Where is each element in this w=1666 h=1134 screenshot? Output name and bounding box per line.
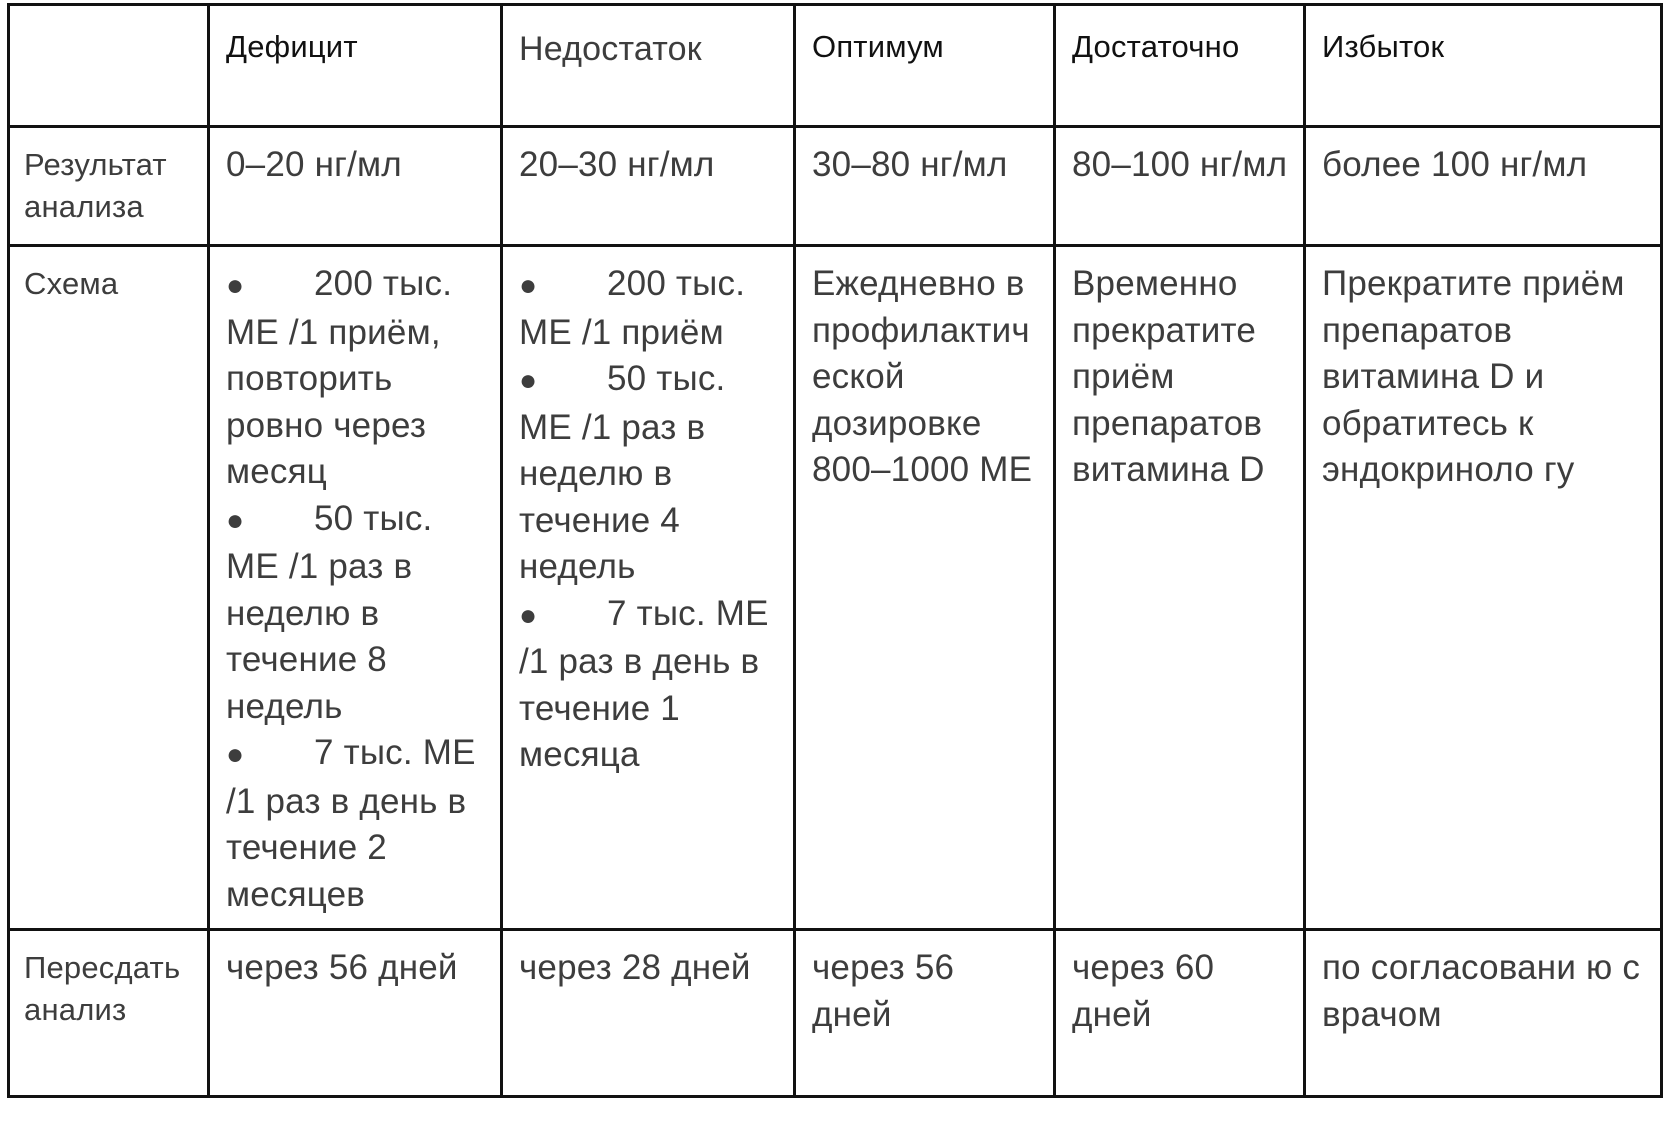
result-sufficient: 80–100 нг/мл bbox=[1055, 127, 1305, 246]
dose-text: МЕ /1 приём, повторить ровно через месяц bbox=[226, 312, 441, 491]
result-excess: более 100 нг/мл bbox=[1305, 127, 1662, 246]
corner-cell bbox=[9, 5, 209, 127]
bullet-icon: ● bbox=[226, 269, 245, 302]
vitamin-d-table bbox=[7, 3, 1663, 1098]
dose-text: МЕ /1 раз в неделю в течение 4 недель bbox=[519, 407, 706, 586]
row-header-scheme: Схема bbox=[9, 246, 209, 930]
scheme-excess: Прекратите приём препаратов витамина D и обратитесь к эндокриноло гу bbox=[1305, 246, 1662, 930]
scheme-row bbox=[9, 246, 1662, 930]
list-item bbox=[226, 261, 486, 496]
list-item bbox=[519, 261, 779, 356]
dose-amount: 200 тыс. bbox=[607, 264, 746, 303]
list-item bbox=[519, 356, 779, 591]
result-shortage: 20–30 нг/мл bbox=[502, 127, 795, 246]
retake-deficit: через 56 дней bbox=[209, 930, 502, 1097]
col-header-deficit: Дефицит bbox=[209, 5, 502, 127]
dose-text: МЕ /1 приём bbox=[519, 312, 724, 352]
bullet-icon: ● bbox=[226, 738, 245, 771]
col-header-shortage: Недостаток bbox=[502, 5, 795, 127]
dose-amount: 50 тыс. bbox=[607, 359, 726, 398]
dose-amount: 7 тыс. bbox=[607, 593, 706, 633]
result-deficit: 0–20 нг/мл bbox=[209, 127, 502, 246]
scheme-deficit bbox=[209, 246, 502, 930]
retake-excess: по согласовани ю с врачом bbox=[1305, 930, 1662, 1097]
bullet-icon: ● bbox=[226, 503, 245, 537]
retake-row bbox=[9, 930, 1662, 1097]
dose-amount: 50 тыс. bbox=[314, 498, 433, 538]
list-item bbox=[226, 730, 486, 918]
col-header-excess: Избыток bbox=[1305, 5, 1662, 127]
row-header-retake: Пересдать анализ bbox=[9, 930, 209, 1097]
scheme-optimum: Ежедневно в профилактич еской дозировке 800–1000 МЕ bbox=[795, 246, 1055, 930]
retake-shortage: через 28 дней bbox=[502, 930, 795, 1097]
list-item bbox=[519, 591, 779, 779]
dose-amount: 200 тыс. bbox=[314, 264, 453, 303]
result-row bbox=[9, 127, 1662, 246]
col-header-sufficient: Достаточно bbox=[1055, 5, 1305, 127]
scheme-shortage bbox=[502, 246, 795, 930]
header-row bbox=[9, 5, 1662, 127]
dose-text: МЕ /1 раз в неделю в течение 8 недель bbox=[226, 547, 413, 726]
scheme-sufficient: Временно прекратите приём препаратов витамина D bbox=[1055, 246, 1305, 930]
result-optimum: 30–80 нг/мл bbox=[795, 127, 1055, 246]
retake-sufficient: через 60 дней bbox=[1055, 930, 1305, 1097]
list-item bbox=[226, 496, 486, 731]
bullet-icon: ● bbox=[519, 364, 538, 397]
bullet-icon: ● bbox=[519, 598, 538, 632]
dose-text: МЕ /1 раз в день в течение 2 месяцев bbox=[226, 733, 476, 914]
dose-amount: 7 тыс. bbox=[314, 733, 413, 772]
row-header-result: Результат анализа bbox=[9, 127, 209, 246]
col-header-optimum: Оптимум bbox=[795, 5, 1055, 127]
bullet-icon: ● bbox=[519, 269, 538, 302]
dose-text: МЕ /1 раз в день в течение 1 месяца bbox=[519, 593, 769, 774]
retake-optimum: через 56 дней bbox=[795, 930, 1055, 1097]
